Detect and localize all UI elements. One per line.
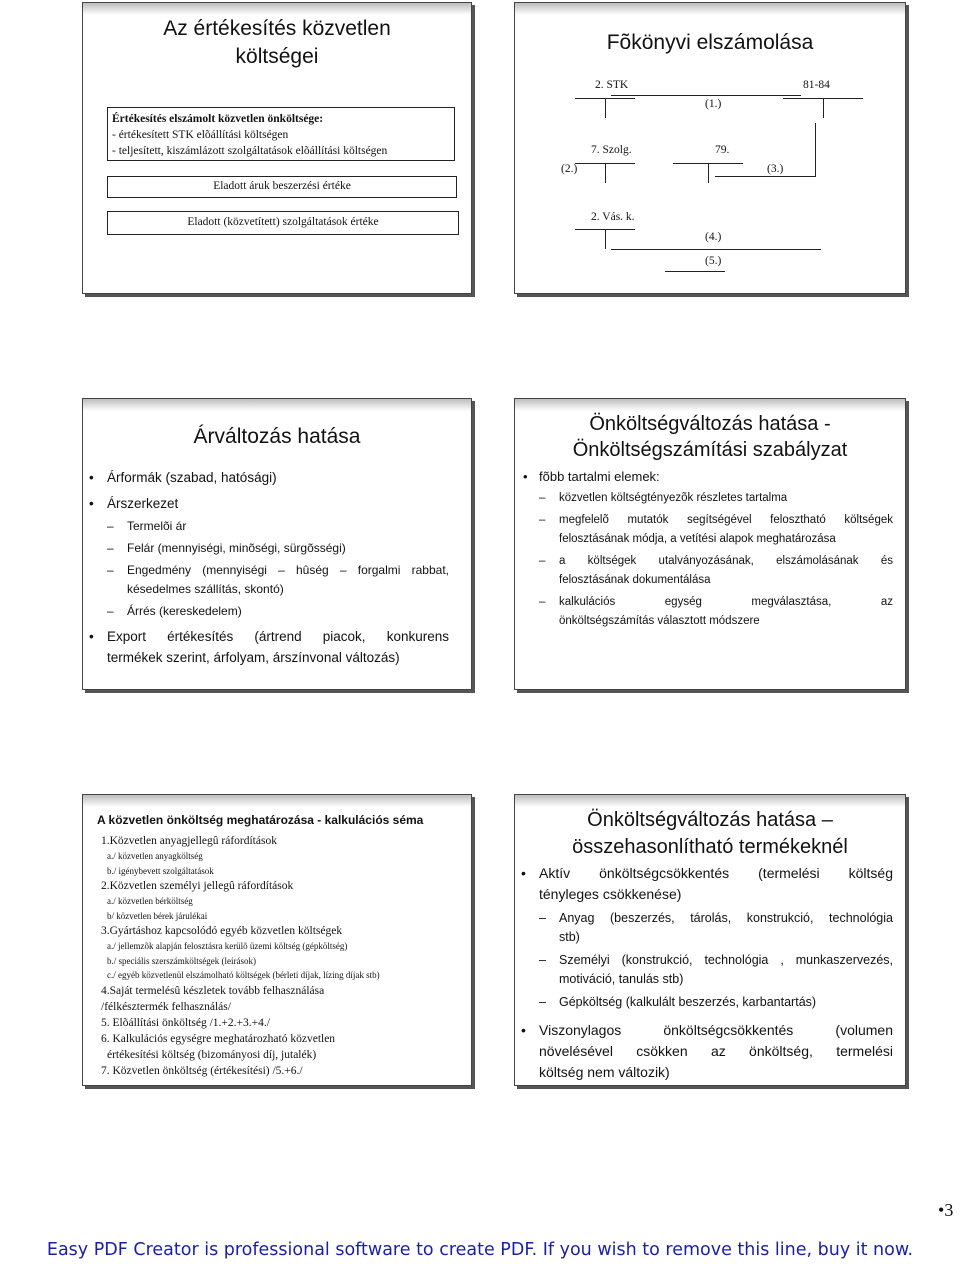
dash-icon: – <box>539 596 546 608</box>
dash-icon: – <box>539 911 546 925</box>
calculation-line: a./ jellemzõk alapján felosztásra kerülõ üzemi költség (gépköltség) <box>107 941 348 951</box>
slide-header-bar <box>83 795 471 807</box>
flow-step-1-label: (1.) <box>705 98 722 110</box>
dash-icon: – <box>539 953 546 967</box>
calculation-line: 2.Közvetlen személyi jellegû ráfordítások <box>101 880 294 892</box>
services-value-box: Eladott (közvetített) szolgáltatások értéke <box>107 211 459 235</box>
slide-4 <box>514 398 906 690</box>
flow-arrow-4 <box>611 249 821 250</box>
calculation-line: 4.Saját termelésû készletek tovább felhasználása <box>101 984 325 997</box>
bullet-item: • Árformák (szabad, hatósági) <box>89 467 449 488</box>
bullet-icon: • <box>89 496 94 511</box>
bullet-item: • Aktív önköltségcsökkentés (termelési költség tényleges csökkenése) <box>521 865 893 902</box>
slide-4-title: Önköltségváltozás hatása - Önköltségszámítási szabályzat <box>572 413 848 461</box>
account-vas-label: 2. Vás. k. <box>591 211 635 223</box>
sub-item: – Gépköltség (kalkulált beszerzés, karbantartás) <box>521 993 893 1012</box>
sub-item: – Anyag (beszerzés, tárolás, konstrukció, technológia stb) <box>539 911 893 944</box>
slide-header-bar <box>83 3 471 15</box>
bullet-item: • fõbb tartalmi elemek: <box>523 469 660 484</box>
calculation-line: a./ közvetlen bérköltség <box>107 896 193 906</box>
sub-item: – a költségek utalványozásának, elszámolásának és felosztásának dokumentálása <box>523 552 893 590</box>
calculation-line: /félkésztermék felhasználás/ <box>101 1000 231 1013</box>
bullet-item: • Árszerkezet <box>89 493 449 514</box>
slide-1 <box>82 2 472 294</box>
bullet-icon: • <box>521 865 526 881</box>
calculation-line: c./ egyéb közvetlenül elszámolható költségek (bérleti díjak, lízing díjak stb) <box>107 970 380 980</box>
bullet-icon: • <box>89 470 94 485</box>
goods-value-box: Eladott áruk beszerzési értéke <box>107 176 457 198</box>
slide-header-bar <box>515 795 905 807</box>
dash-icon: – <box>539 995 546 1009</box>
calculation-line: 7. Közvetlen önköltség (értékesítési) /5.+6./ <box>101 1064 303 1077</box>
calculation-scheme-list <box>101 833 467 1079</box>
cost-definition-line: Értékesítés elszámolt közvetlen önköltsége: <box>112 113 324 125</box>
account-szolg-divider <box>605 163 606 183</box>
dash-icon: – <box>107 519 114 533</box>
sub-item: – közvetlen költségtényezõk részletes tartalma <box>523 489 893 508</box>
slide-6-title: Önköltségváltozás hatása – összehasonlítható termékeknél <box>572 809 848 858</box>
slide-header-bar <box>515 3 905 15</box>
flow-arrow-3 <box>715 176 815 177</box>
calculation-line: 5. Elõállítási önköltség /1.+2.+3.+4./ <box>101 1016 270 1029</box>
account-stk-label: 2. STK <box>595 79 629 91</box>
cost-definition-line: - teljesített, kiszámlázott szolgáltatások elõállítási költségen <box>112 145 388 157</box>
cost-definition-line: - értékesített STK elõállítási költségen <box>112 129 289 141</box>
slide-2 <box>514 2 906 294</box>
dash-icon: – <box>107 563 114 577</box>
cost-definition-box <box>107 107 455 161</box>
account-stk-divider <box>605 98 606 118</box>
slide-header-bar <box>515 399 905 411</box>
slide-2-title: Fõkönyvi elszámolása <box>606 31 814 54</box>
dash-icon: – <box>107 541 114 555</box>
pdf-creator-footer: Easy PDF Creator is professional software to create PDF. If you wish to remove this line, buy it now. <box>46 1240 914 1260</box>
flow-arrow-5 <box>665 271 725 272</box>
flow-arrow-1 <box>611 95 801 96</box>
calculation-line: 3.Gyártáshoz kapcsolódó egyéb közvetlen költségek <box>101 925 343 937</box>
calculation-line: 6. Kalkulációs egységre meghatározható közvetlen <box>101 1032 336 1045</box>
calculation-line: b./ igénybevett szolgáltatások <box>107 865 214 876</box>
slide-5-title: A közvetlen önköltség meghatározása - kalkulációs séma <box>97 813 424 827</box>
flow-arrow-3-down <box>815 123 816 177</box>
slide-1-title: Az értékesítés közvetlen költségei <box>163 17 391 68</box>
bullet-item: • Viszonylagos önköltségcsökkentés (volumen növelésével csökken az önköltség, termelési költség nem változik) <box>521 1022 893 1080</box>
bullet-item: • Export értékesítés (ártrend piacok, konkurens termékek szerint, árfolyam, árszínvonal változás) <box>89 626 449 668</box>
flow-step-4-label: (4.) <box>705 231 722 243</box>
calculation-line: a./ közvetlen anyagköltség <box>107 851 203 861</box>
sub-item: – Engedmény (mennyiségi – hûség – forgalmi rabbat, késedelmes szállítás, skontó) <box>107 563 449 596</box>
calculation-line: b./ speciális szerszámköltségek (leírások) <box>107 955 256 966</box>
flow-step-2-label: (2.) <box>561 163 578 175</box>
sub-item: – Árrés (kereskedelem) <box>89 602 449 621</box>
account-79-label: 79. <box>715 144 730 156</box>
sub-item: – Személyi (konstrukció, technológia , munkaszervezés, motiváció, tanulás stb) <box>539 953 893 986</box>
slide-3-title: Árváltozás hatása <box>193 425 361 448</box>
flow-step-3-label: (3.) <box>767 163 784 175</box>
sub-item: – kalkulációs egység megválasztása, az önköltségszámítás választott módszere <box>523 593 893 631</box>
account-8184-divider <box>823 98 824 118</box>
calculation-line: b/ közvetlen bérek járulékai <box>107 910 208 921</box>
calculation-line: értékesítési költség (bizományosi díj, jutalék) <box>107 1048 317 1061</box>
dash-icon: – <box>539 514 546 526</box>
account-vas-divider <box>605 229 606 249</box>
account-8184-label: 81-84 <box>803 79 830 91</box>
bullet-icon: • <box>523 469 528 484</box>
flow-step-5-label: (5.) <box>705 255 722 267</box>
sub-item: – megfelelõ mutatók segítségével felosztható költségek felosztásának módja, a vetítési alapok meghatározása <box>523 511 893 549</box>
bullet-icon: • <box>89 629 94 644</box>
slide-3 <box>82 398 472 690</box>
calculation-line: 1.Közvetlen anyagjellegû ráfordítások <box>101 835 277 847</box>
sub-item: – Termelõi ár <box>89 517 449 536</box>
account-79-divider <box>708 163 709 183</box>
dash-icon: – <box>539 555 546 567</box>
slide-5 <box>82 794 472 1086</box>
page-number: •3 <box>938 1200 954 1220</box>
sub-item: – Felár (mennyiségi, minõségi, sürgõsségi) <box>89 539 449 558</box>
dash-icon: – <box>539 492 546 504</box>
slide-header-bar <box>83 399 471 411</box>
dash-icon: – <box>107 604 114 618</box>
account-szolg-label: 7. Szolg. <box>591 144 632 156</box>
slide-6 <box>514 794 906 1086</box>
bullet-icon: • <box>521 1022 526 1038</box>
